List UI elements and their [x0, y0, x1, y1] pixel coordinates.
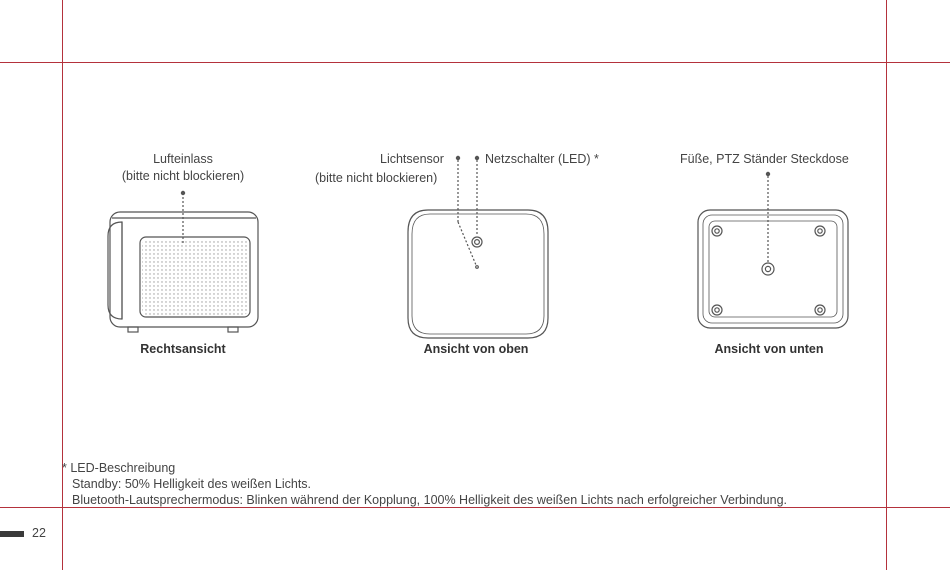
light-sensor-label: Lichtsensor	[380, 152, 444, 166]
feet-socket-label: Füße, PTZ Ständer Steckdose	[680, 152, 849, 166]
top-view-caption: Ansicht von oben	[423, 342, 529, 356]
led-notes-bluetooth: Bluetooth-Lautsprechermodus: Blinken während der Kopplung, 100% Helligkeit des weißen Lichts nach erfolgreicher Verbindung.	[72, 493, 788, 507]
air-inlet-note: (bitte nicht blockieren)	[121, 169, 245, 183]
bottom-view-caption: Ansicht von unten	[714, 342, 824, 356]
led-notes-standby: Standby: 50% Helligkeit des weißen Lichts.	[72, 477, 312, 491]
page-number-bar	[0, 531, 24, 537]
power-switch-label: Netzschalter (LED) *	[485, 152, 599, 166]
led-notes-heading: * LED-Beschreibung	[62, 461, 176, 475]
air-inlet-label: Lufteinlass	[153, 152, 213, 166]
light-sensor-note: (bitte nicht blockieren)	[315, 171, 438, 185]
page-number: 22	[32, 526, 46, 540]
right-view-caption: Rechtsansicht	[140, 342, 226, 356]
